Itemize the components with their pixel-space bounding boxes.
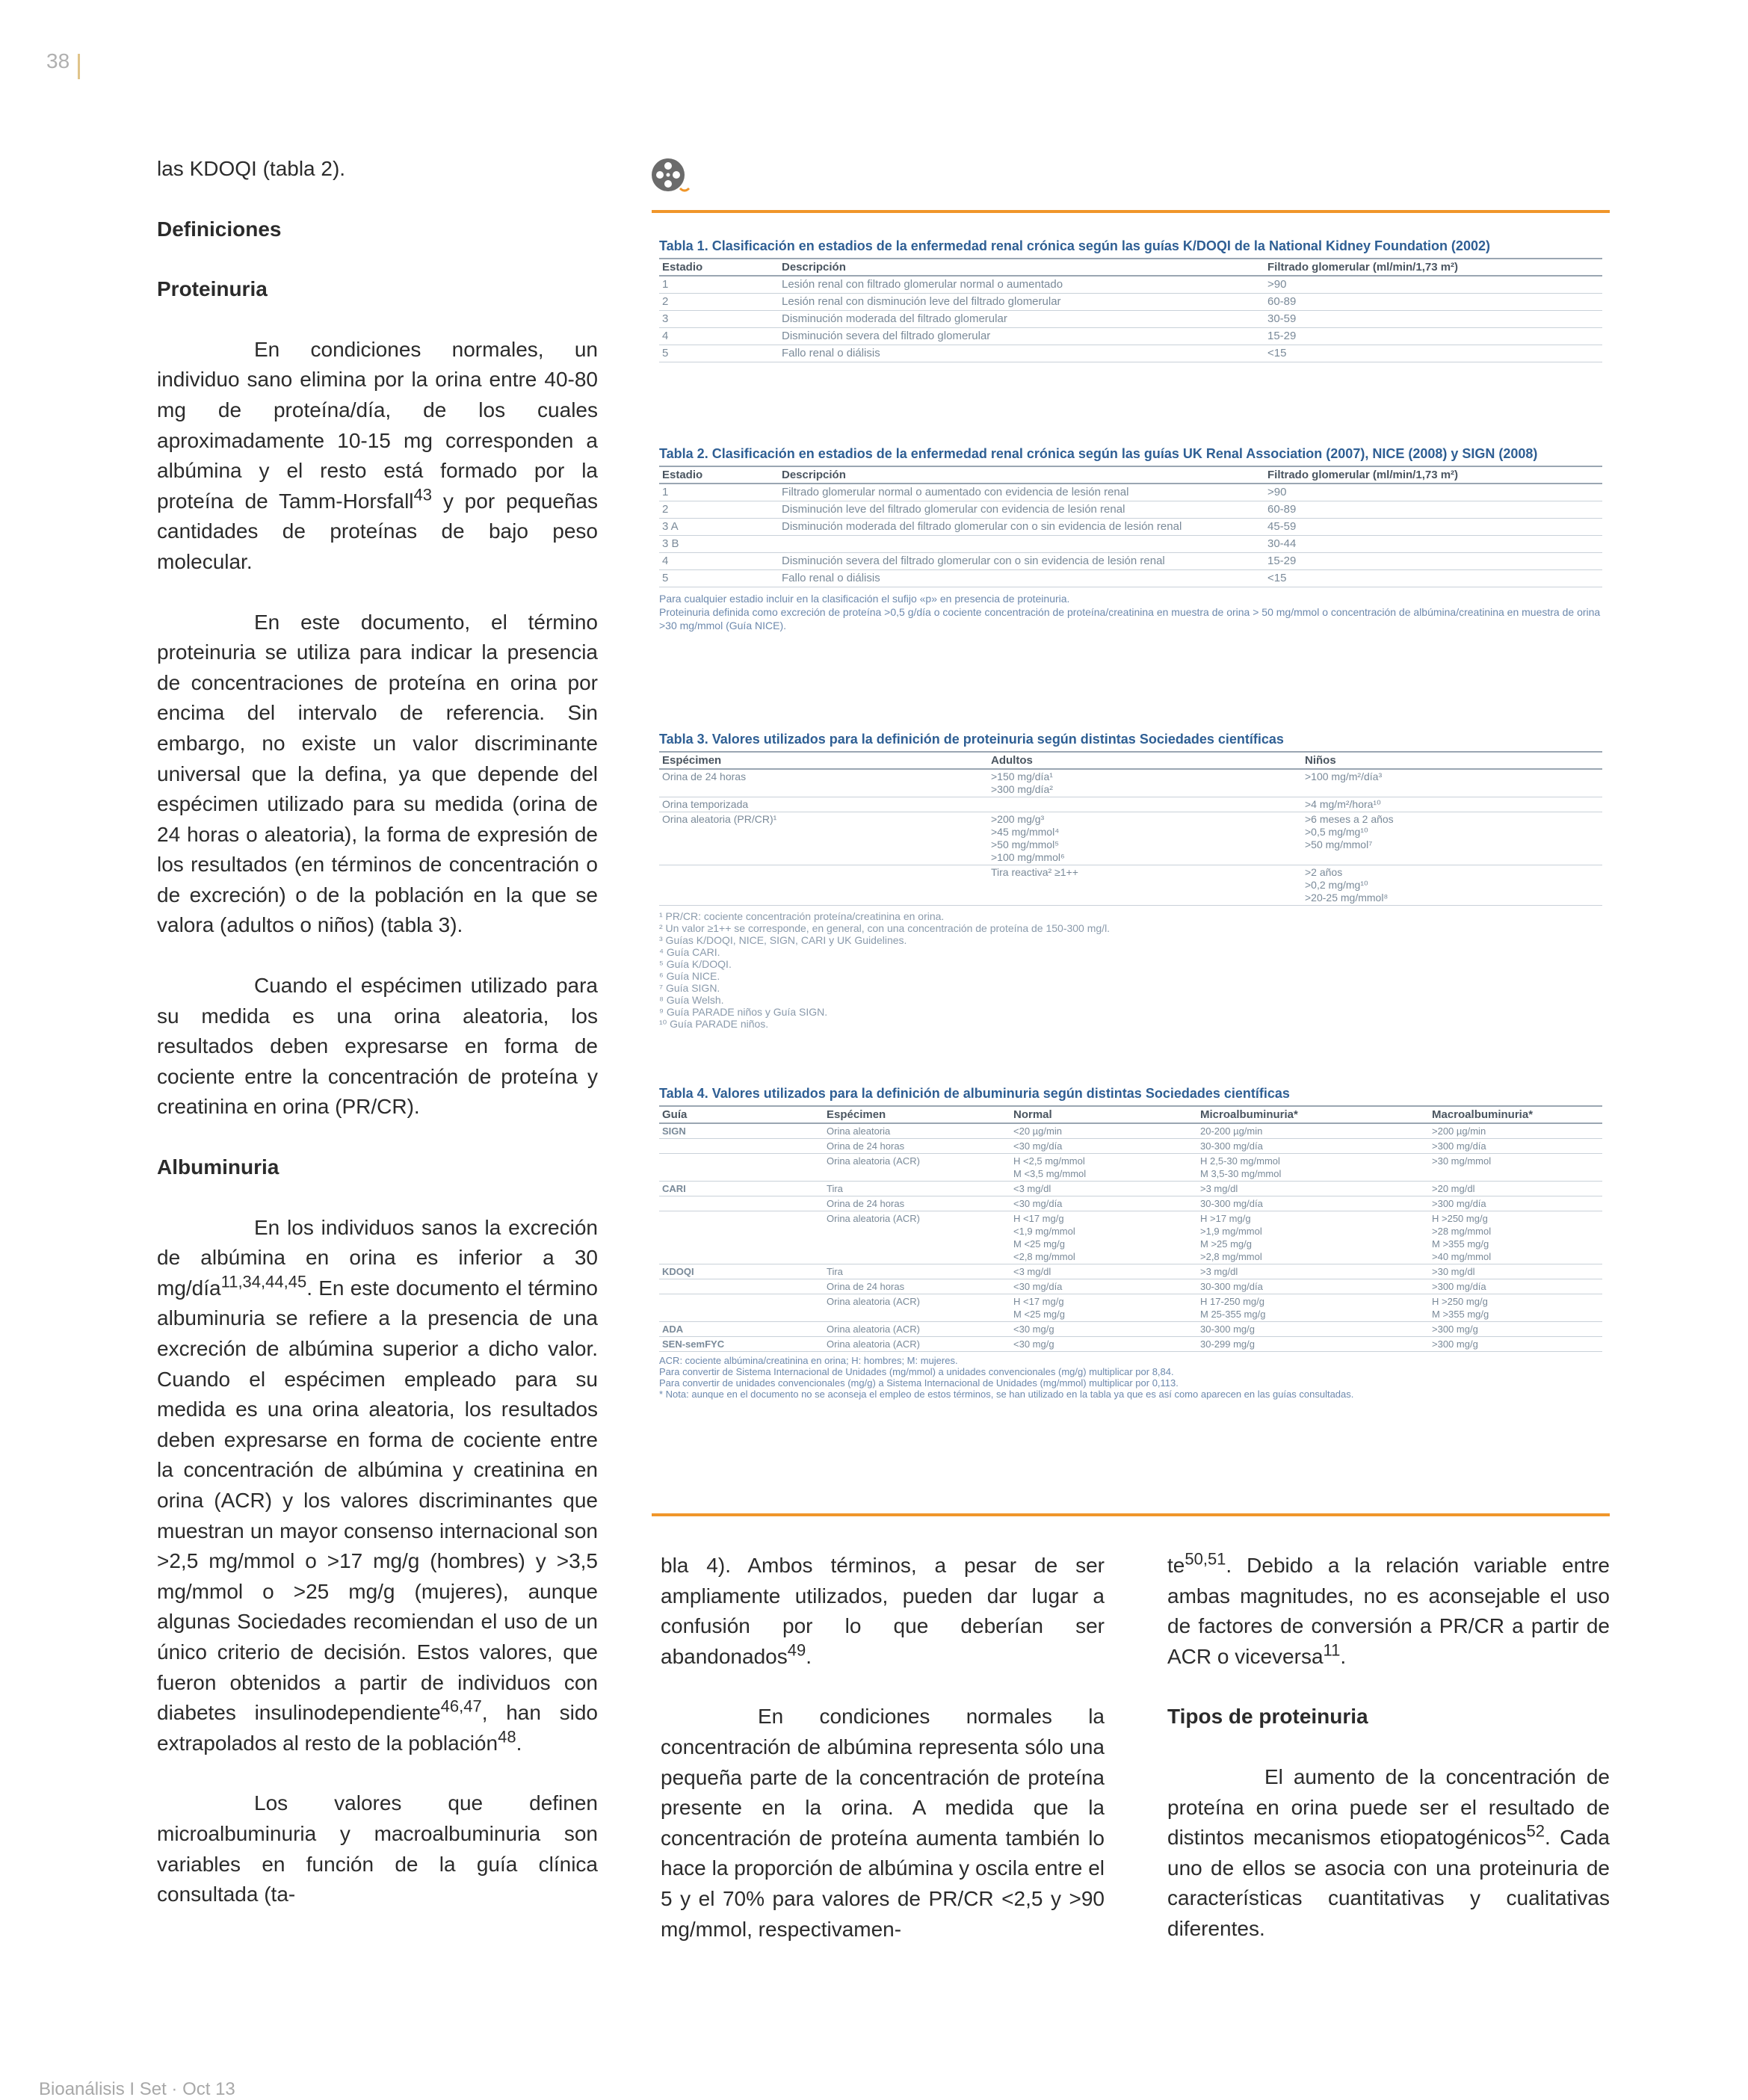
- cell: >6 meses a 2 años >0,5 mg/mg¹⁰ >50 mg/mmol⁷: [1302, 812, 1602, 865]
- table-note: Para convertir de unidades convencionales (mg/g) a Sistema Internacional de Unidades (mg/mmol) multiplicar por 0,113.: [659, 1377, 1179, 1389]
- table-row: [659, 1139, 1602, 1154]
- cell: Filtrado glomerular normal o aumentado con evidencia de lesión renal: [779, 484, 1264, 501]
- table-row: [659, 294, 1602, 311]
- cell: >150 mg/día¹ >300 mg/día²: [988, 769, 1302, 797]
- table-title: Tabla 4. Valores utilizados para la definición de albuminuria según distintas Sociedades científicas: [659, 1086, 1290, 1101]
- table-row: [659, 812, 1602, 865]
- cell: >300 mg/día: [1429, 1139, 1602, 1154]
- cell: >3 mg/dl: [1197, 1182, 1429, 1196]
- cell: Orina aleatoria: [824, 1123, 1010, 1139]
- text: .: [516, 1731, 522, 1755]
- tabla-4: [659, 1085, 1602, 1400]
- cell: Orina de 24 horas: [824, 1196, 1010, 1211]
- table-note: ³ Guías K/DOQI, NICE, SIGN, CARI y UK Guidelines.: [659, 934, 907, 946]
- cell: >90: [1264, 484, 1602, 501]
- paragraph: Los valores que definen microalbuminuria y macroalbuminuria son variables en función de la guía clínica consultada (ta-: [157, 1791, 598, 1906]
- table-note: ⁵ Guía K/DOQI.: [659, 958, 732, 970]
- page-footer: Bioanálisis I Set · Oct 13: [39, 2079, 235, 2099]
- cell: [779, 536, 1264, 553]
- table-row: [659, 276, 1602, 294]
- cell: ADA: [659, 1322, 824, 1337]
- cell: <30 mg/día: [1010, 1196, 1197, 1211]
- table-row: [659, 484, 1602, 501]
- text: . Debido a la relación variable entre ambas magnitudes, no es aconsejable el uso de factores de conversión a PR/CR a partir de ACR o viceversa: [1167, 1554, 1610, 1668]
- column-header: Espécimen: [824, 1106, 1010, 1123]
- cell: 5: [659, 345, 779, 362]
- cell: Disminución moderada del filtrado glomerular: [779, 311, 1264, 328]
- cell: 60-89: [1264, 294, 1602, 311]
- cell: [659, 865, 988, 906]
- cell: >90: [1264, 276, 1602, 294]
- cell: Disminución leve del filtrado glomerular con evidencia de lesión renal: [779, 501, 1264, 519]
- column-header: Descripción: [779, 466, 1264, 484]
- cell: Orina aleatoria (ACR): [824, 1322, 1010, 1337]
- cell: >30 mg/dl: [1429, 1264, 1602, 1279]
- cell: Orina de 24 horas: [824, 1279, 1010, 1294]
- cell: >2 años >0,2 mg/mg¹⁰ >20-25 mg/mmol⁸: [1302, 865, 1602, 906]
- cell: H <2,5 mg/mmol M <3,5 mg/mmol: [1010, 1154, 1197, 1182]
- cell: <30 mg/g: [1010, 1337, 1197, 1352]
- table-note: Para convertir de Sistema Internacional de Unidades (mg/mmol) a unidades convencionales (mg/g) multiplicar por 8,84.: [659, 1366, 1174, 1377]
- table-row: [659, 1322, 1602, 1337]
- table-row: [659, 553, 1602, 570]
- table: [659, 258, 1602, 362]
- column-header: Espécimen: [659, 752, 988, 769]
- cell: 60-89: [1264, 501, 1602, 519]
- table-note: ACR: cociente albúmina/creatinina en orina; H: hombres; M: mujeres.: [659, 1355, 958, 1366]
- cell: >3 mg/dl: [1197, 1264, 1429, 1279]
- column-header: Filtrado glomerular (ml/min/1,73 m²): [1264, 466, 1602, 484]
- text: bla 4). Ambos términos, a pesar de ser ampliamente utilizados, pueden dar lugar a confusión por lo que deberían ser abandonados: [661, 1554, 1105, 1668]
- reference: 50,51: [1185, 1549, 1226, 1569]
- table-row: [659, 501, 1602, 519]
- column-header: Microalbuminuria*: [1197, 1106, 1429, 1123]
- column-header: Guía: [659, 1106, 824, 1123]
- cell: 30-300 mg/día: [1197, 1196, 1429, 1211]
- left-column: [157, 154, 598, 1940]
- cell: 3 B: [659, 536, 779, 553]
- column-header: Filtrado glomerular (ml/min/1,73 m²): [1264, 259, 1602, 276]
- paragraph: las KDOQI (tabla 2).: [157, 157, 346, 180]
- cell: 30-300 mg/día: [1197, 1139, 1429, 1154]
- heading-proteinuria: Proteinuria: [157, 277, 268, 301]
- table-row: [659, 1279, 1602, 1294]
- column-header: Estadio: [659, 259, 779, 276]
- paragraph: Cuando el espécimen utilizado para su medida es una orina aleatoria, los resultados deben expresarse en forma de cociente entre la concentración de proteína y creatinina en orina (PR/CR).: [157, 974, 598, 1119]
- cell: 2: [659, 294, 779, 311]
- table-panel-top-rule: [652, 210, 1610, 213]
- heading-albuminuria: Albuminuria: [157, 1155, 280, 1179]
- table-row: [659, 328, 1602, 345]
- text: En condiciones normales, un individuo sano elimina por la orina entre 40-80 mg de proteína/día, de los cuales aproximadamente 10-15 mg corresponden a albúmina y el resto está formado por la proteína de Tamm-Horsfall: [157, 337, 598, 513]
- text: El aumento de la concentración de proteína en orina puede ser el resultado de distintos mecanismos etiopatogénicos: [1167, 1764, 1610, 1850]
- column-header: Estadio: [659, 466, 779, 484]
- reference: 48: [498, 1727, 516, 1747]
- cell: 15-29: [1264, 328, 1602, 345]
- text: . Cada uno de ellos se asocia con una proteinuria de características cuantitativas y cualitativas diferentes.: [1167, 1826, 1610, 1940]
- film-reel-icon: [650, 157, 692, 199]
- cell: <30 mg/día: [1010, 1139, 1197, 1154]
- cell: H >250 mg/g >28 mg/mmol M >355 mg/g >40 mg/mmol: [1429, 1211, 1602, 1264]
- table-row: [659, 1337, 1602, 1352]
- table-row: [659, 345, 1602, 362]
- table-row: [659, 797, 1602, 812]
- paragraph: [157, 1213, 598, 1759]
- table-row: [659, 1211, 1602, 1264]
- reference: 11,34,44,45: [220, 1272, 307, 1291]
- cell: KDOQI: [659, 1264, 824, 1279]
- cell: >4 mg/m²/hora¹⁰: [1302, 797, 1602, 812]
- column-header: Normal: [1010, 1106, 1197, 1123]
- right-column: [1167, 1551, 1610, 1974]
- table-note: ² Un valor ≥1++ se corresponde, en general, con una concentración de proteína de 150-300 mg/l.: [659, 922, 1111, 934]
- paragraph: En este documento, el término proteinuria se utiliza para indicar la presencia de concentraciones de proteína en orina por encima del intervalo de referencia. Sin embargo, no existe un valor discriminante universal que la defina, ya que depende del espécimen utilizado para su medida (orina de 24 horas o aleatoria), la forma de expresión de los resultados (en términos de concentración o de excreción) o de la población en la que se valora (adultos o niños) (tabla 3).: [157, 610, 598, 937]
- cell: 45-59: [1264, 519, 1602, 536]
- cell: Tira: [824, 1182, 1010, 1196]
- table-note: * Nota: aunque en el documento no se aconseja el empleo de estos términos, se han utilizado en la tabla ya que es así como aparecen en las guías consultadas.: [659, 1389, 1354, 1400]
- tabla-2: [659, 445, 1602, 632]
- table-row: [659, 311, 1602, 328]
- cell: SEN-semFYC: [659, 1337, 824, 1352]
- cell: >30 mg/mmol: [1429, 1154, 1602, 1182]
- cell: 3: [659, 311, 779, 328]
- table-note: ⁷ Guía SIGN.: [659, 982, 720, 994]
- page-number: 38: [46, 49, 70, 72]
- cell: <3 mg/dl: [1010, 1264, 1197, 1279]
- table-note: ¹ PR/CR: cociente concentración proteína/creatinina en orina.: [659, 910, 945, 922]
- table-row: [659, 769, 1602, 797]
- table-row: [659, 865, 1602, 906]
- table-title: Tabla 3. Valores utilizados para la definición de proteinuria según distintas Sociedades científicas: [659, 732, 1284, 747]
- cell: [659, 1154, 824, 1182]
- table-row: [659, 1154, 1602, 1182]
- table-row: [659, 1294, 1602, 1322]
- cell: Orina aleatoria (PR/CR)¹: [659, 812, 988, 865]
- cell: Disminución severa del filtrado glomerular con o sin evidencia de lesión renal: [779, 553, 1264, 570]
- cell: Tira: [824, 1264, 1010, 1279]
- table-note: Para cualquier estadio incluir en la clasificación el sufijo «p» en presencia de proteinuria.: [659, 593, 1070, 605]
- table: [659, 466, 1602, 587]
- cell: 30-59: [1264, 311, 1602, 328]
- cell: 2: [659, 501, 779, 519]
- cell: Lesión renal con disminución leve del filtrado glomerular: [779, 294, 1264, 311]
- cell: [988, 797, 1302, 812]
- cell: 30-299 mg/g: [1197, 1337, 1429, 1352]
- cell: H 2,5-30 mg/mmol M 3,5-30 mg/mmol: [1197, 1154, 1429, 1182]
- table-header-row: [659, 1106, 1602, 1123]
- cell: [659, 1196, 824, 1211]
- table-row: [659, 1264, 1602, 1279]
- reference: 43: [413, 485, 432, 504]
- cell: Fallo renal o diálisis: [779, 345, 1264, 362]
- table-row: [659, 570, 1602, 587]
- cell: 30-300 mg/día: [1197, 1279, 1429, 1294]
- table-title: Tabla 1. Clasificación en estadios de la enfermedad renal crónica según las guías K/DOQI de la National Kidney Foundation (2002): [659, 238, 1490, 253]
- text: .: [1340, 1644, 1347, 1668]
- cell: >300 mg/día: [1429, 1279, 1602, 1294]
- text: En los individuos sanos la excreción de albúmina en orina es inferior a 30 mg/día: [157, 1215, 598, 1300]
- cell: [659, 1279, 824, 1294]
- cell: 4: [659, 328, 779, 345]
- cell: SIGN: [659, 1123, 824, 1139]
- table-note: ⁴ Guía CARI.: [659, 946, 720, 958]
- cell: Disminución severa del filtrado glomerular: [779, 328, 1264, 345]
- page-number-rule: [78, 54, 83, 79]
- table-row: [659, 1123, 1602, 1139]
- reference: 52: [1526, 1821, 1545, 1841]
- table: [659, 1105, 1602, 1352]
- tabla-3: [659, 731, 1602, 1030]
- column-header: Descripción: [779, 259, 1264, 276]
- cell: Orina de 24 horas: [659, 769, 988, 797]
- cell: Orina aleatoria (ACR): [824, 1154, 1010, 1182]
- table-note: ⁹ Guía PARADE niños y Guía SIGN.: [659, 1006, 828, 1018]
- cell: 4: [659, 553, 779, 570]
- table-note: ⁶ Guía NICE.: [659, 970, 720, 982]
- cell: H 17-250 mg/g M 25-355 mg/g: [1197, 1294, 1429, 1322]
- cell: [659, 1211, 824, 1264]
- paragraph: [157, 335, 598, 578]
- cell: Orina de 24 horas: [824, 1139, 1010, 1154]
- cell: 3 A: [659, 519, 779, 536]
- cell: <15: [1264, 345, 1602, 362]
- cell: H <17 mg/g <1,9 mg/mmol M <25 mg/g <2,8 mg/mmol: [1010, 1211, 1197, 1264]
- cell: CARI: [659, 1182, 824, 1196]
- cell: Disminución moderada del filtrado glomerular con o sin evidencia de lesión renal: [779, 519, 1264, 536]
- cell: 1: [659, 484, 779, 501]
- text: te: [1167, 1554, 1185, 1577]
- cell: [659, 1294, 824, 1322]
- text: .: [806, 1644, 812, 1668]
- cell: 30-44: [1264, 536, 1602, 553]
- cell: <3 mg/dl: [1010, 1182, 1197, 1196]
- cell: Lesión renal con filtrado glomerular normal o aumentado: [779, 276, 1264, 294]
- cell: >200 mg/g³ >45 mg/mmol⁴ >50 mg/mmol⁵ >100 mg/mmol⁶: [988, 812, 1302, 865]
- table-panel-bottom-rule: [652, 1513, 1610, 1516]
- cell: >100 mg/m²/día³: [1302, 769, 1602, 797]
- cell: 20-200 µg/min: [1197, 1123, 1429, 1139]
- cell: Orina aleatoria (ACR): [824, 1294, 1010, 1322]
- cell: >20 mg/dl: [1429, 1182, 1602, 1196]
- cell: H >250 mg/g M >355 mg/g: [1429, 1294, 1602, 1322]
- text: y por pequeñas cantidades de proteínas de bajo peso molecular.: [157, 489, 598, 573]
- paragraph: [661, 1551, 1105, 1672]
- paragraph: [1167, 1762, 1610, 1945]
- table-notes: [659, 1355, 1602, 1400]
- cell: 1: [659, 276, 779, 294]
- cell: 5: [659, 570, 779, 587]
- cell: H <17 mg/g M <25 mg/g: [1010, 1294, 1197, 1322]
- column-header: Adultos: [988, 752, 1302, 769]
- cell: H >17 mg/g >1,9 mg/mmol M >25 mg/g >2,8 mg/mmol: [1197, 1211, 1429, 1264]
- heading-tipos-proteinuria: Tipos de proteinuria: [1167, 1705, 1368, 1729]
- cell: Orina temporizada: [659, 797, 988, 812]
- cell: >200 µg/min: [1429, 1123, 1602, 1139]
- cell: Fallo renal o diálisis: [779, 570, 1264, 587]
- table-header-row: [659, 752, 1602, 769]
- table: [659, 751, 1602, 906]
- cell: Orina aleatoria (ACR): [824, 1211, 1010, 1264]
- table-note: Proteinuria definida como excreción de proteína >0,5 g/día o cociente concentración de proteína/creatinina en muestra de orina > 50 mg/mmol o concentración de albúmina/creatinina en muestra de orina >30 mg/mmol (Guía NICE).: [659, 606, 1601, 631]
- table-row: [659, 1196, 1602, 1211]
- reference: 11: [1323, 1640, 1341, 1660]
- cell: >300 mg/g: [1429, 1337, 1602, 1352]
- column-header: Macroalbuminuria*: [1429, 1106, 1602, 1123]
- middle-column: [661, 1551, 1105, 1974]
- cell: >300 mg/día: [1429, 1196, 1602, 1211]
- table-header-row: [659, 466, 1602, 484]
- table-note: ⁸ Guía Welsh.: [659, 994, 724, 1006]
- reference: 46,47: [440, 1696, 482, 1716]
- table-title: Tabla 2. Clasificación en estadios de la enfermedad renal crónica según las guías UK Renal Association (2007), NICE (2008) y SIGN (2008): [659, 446, 1538, 461]
- table-row: [659, 519, 1602, 536]
- reference: 49: [787, 1640, 806, 1660]
- text: . En este documento el término albuminuria se refiere a la presencia de una excreción de albúmina superior a dicho valor. Cuando el espécimen empleado para su medida es una orina aleatoria, los resultados deben expresarse en forma de cociente entre la concentración de albúmina y creatinina en orina (ACR) y los valores discriminantes que muestran un mayor consenso internacional son >2,5 mg/mmol o >17 mg/g (hombres) y >3,5 mg/mmol o >25 mg/g (mujeres), aunque algunas Sociedades recomiendan el uso de un único criterio de decisión. Estos valores, que fueron obtenidos a partir de individuos con diabetes insulinodependiente: [157, 1276, 598, 1725]
- cell: <30 mg/g: [1010, 1322, 1197, 1337]
- cell: 30-300 mg/g: [1197, 1322, 1429, 1337]
- cell: 15-29: [1264, 553, 1602, 570]
- cell: Tira reactiva² ≥1++: [988, 865, 1302, 906]
- paragraph: En condiciones normales la concentración de albúmina representa sólo una pequeña parte de la concentración de proteína presente en la orina. A medida que la concentración de proteína aumenta también lo hace la proporción de albúmina y oscila entre el 5 y el 70% para valores de PR/CR <2,5 y >90 mg/mmol, respectivamen-: [661, 1705, 1105, 1941]
- table-note: ¹⁰ Guía PARADE niños.: [659, 1018, 769, 1030]
- table-header-row: [659, 259, 1602, 276]
- tabla-1: [659, 238, 1602, 362]
- paragraph: [1167, 1551, 1610, 1672]
- table-notes: [659, 910, 1602, 1030]
- cell: >300 mg/g: [1429, 1322, 1602, 1337]
- heading-definiciones: Definiciones: [157, 217, 282, 241]
- cell: Orina aleatoria (ACR): [824, 1337, 1010, 1352]
- table-row: [659, 1182, 1602, 1196]
- text: , han sido extrapolados al resto de la población: [157, 1701, 598, 1755]
- cell: <15: [1264, 570, 1602, 587]
- table-row: [659, 536, 1602, 553]
- cell: <20 µg/min: [1010, 1123, 1197, 1139]
- cell: [659, 1139, 824, 1154]
- cell: <30 mg/día: [1010, 1279, 1197, 1294]
- column-header: Niños: [1302, 752, 1602, 769]
